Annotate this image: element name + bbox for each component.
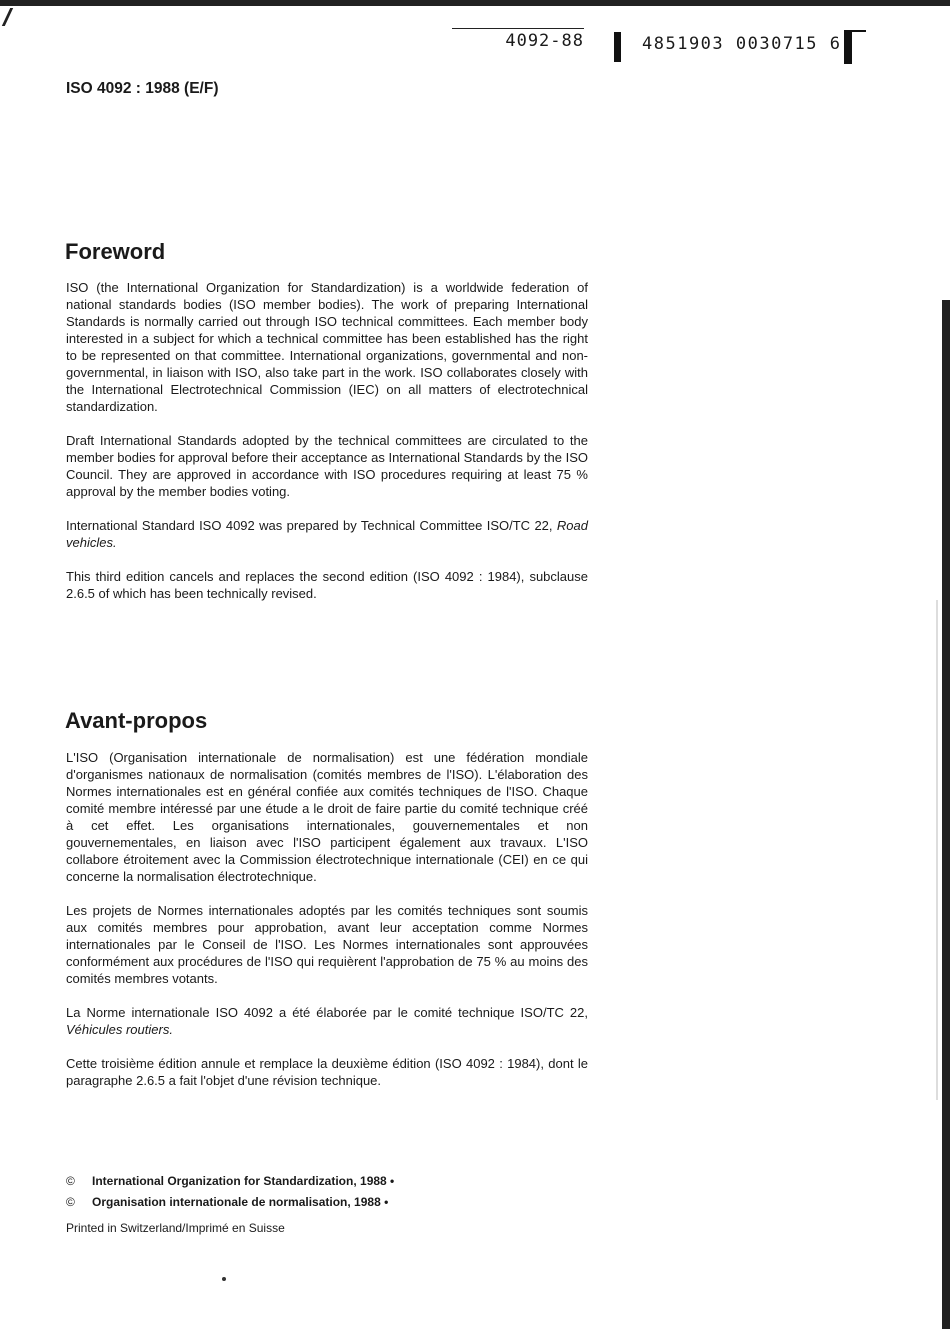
avant-propos-paragraph-4: Cette troisième édition annule et remplace la deuxième édition (ISO 4092 : 1984), dont le paragraphe 2.6.5 a fait l'objet d'une révision technique.: [66, 1056, 588, 1088]
copyright-en-text: International Organization for Standardization, 1988 •: [92, 1174, 395, 1188]
header-t-mark: [844, 30, 866, 64]
avant-propos-paragraph-3: [66, 1004, 588, 1038]
copyright-icon: ©: [66, 1195, 75, 1209]
avant-propos-paragraph-3-text: La Norme internationale ISO 4092 a été élaborée par le comité technique ISO/TC 22,: [66, 1005, 588, 1020]
foreword-paragraph-3-italic: Road vehicles.: [66, 518, 588, 550]
header-code-right: 4851903 0030715 6: [642, 34, 842, 54]
avant-propos-title: Avant-propos: [65, 708, 208, 733]
printed-location: Printed in Switzerland/Imprimé en Suisse: [66, 1221, 285, 1235]
right-scan-edge-thin: [936, 600, 938, 1100]
copyright-fr-text: Organisation internationale de normalisation, 1988 •: [92, 1195, 389, 1209]
right-scan-edge: [942, 300, 950, 1329]
corner-scan-mark: [2, 8, 13, 26]
foreword-paragraph-2: Draft International Standards adopted by the technical committees are circulated to the member bodies for approval before their acceptance as International Standards by the ISO Council. They are approved in accordance with ISO procedures requiring at least 75 % approval by the member bodies voting.: [66, 433, 588, 499]
avant-propos-paragraph-1: L'ISO (Organisation internationale de normalisation) est une fédération mondiale d'organismes nationaux de normalisation (comités membres de l'ISO). L'élaboration des Normes internationales est en général confiée aux comités techniques de l'ISO. Chaque comité membre intéressé par une étude a le droit de faire partie du comité technique créé à cet effet. Les organisations internationales, gouvernementales et non gouvernementales, en liaison avec l'ISO participent également aux travaux. L'ISO collabore étroitement avec la Commission électrotechnique internationale (CEI) en ce qui concerne la normalisation électrotechnique.: [66, 750, 588, 884]
document-id: ISO 4092 : 1988 (E/F): [66, 80, 219, 97]
avant-propos-paragraph-2: Les projets de Normes internationales adoptés par les comités techniques sont soumis aux comités membres pour approbation, avant leur acceptation comme Normes internationales par le Conseil de l'ISO. Les Normes internationales sont approuvées conformément aux procédures de l'ISO qui requièrent l'approbation de 75 % au moins des comités membres votants.: [66, 903, 588, 986]
header-code-left: 4092-88: [452, 28, 584, 51]
copyright-fr: [66, 1195, 388, 1209]
top-scan-border: [0, 0, 950, 6]
foreword-paragraph-1: ISO (the International Organization for Standardization) is a worldwide federation of national standards bodies (ISO member bodies). The work of preparing International Standards is normally carried out through ISO technical committees. Each member body interested in a subject for which a technical committee has been established has the right to be represented on that committee. International organizations, governmental and non-governmental, in liaison with ISO, also take part in the work. ISO collaborates closely with the International Electrotechnical Commission (IEC) on all matters of electrotechnical standardization.: [66, 280, 588, 414]
foreword-title: Foreword: [65, 239, 166, 264]
avant-propos-body: [66, 749, 588, 1106]
foreword-paragraph-4: This third edition cancels and replaces the second edition (ISO 4092 : 1984), subclause 2.6.5 of which has been technically revised.: [66, 569, 588, 601]
foreword-paragraph-3: [66, 517, 588, 551]
copyright-icon: ©: [66, 1174, 75, 1188]
avant-propos-paragraph-3-italic: Véhicules routiers.: [66, 1022, 173, 1037]
copyright-en: [66, 1174, 394, 1188]
header-barcode-bar: [614, 32, 621, 62]
foreword-paragraph-3-text: International Standard ISO 4092 was prepared by Technical Committee ISO/TC 22,: [66, 518, 553, 533]
scan-speck: [222, 1277, 226, 1281]
foreword-body: [66, 279, 588, 619]
